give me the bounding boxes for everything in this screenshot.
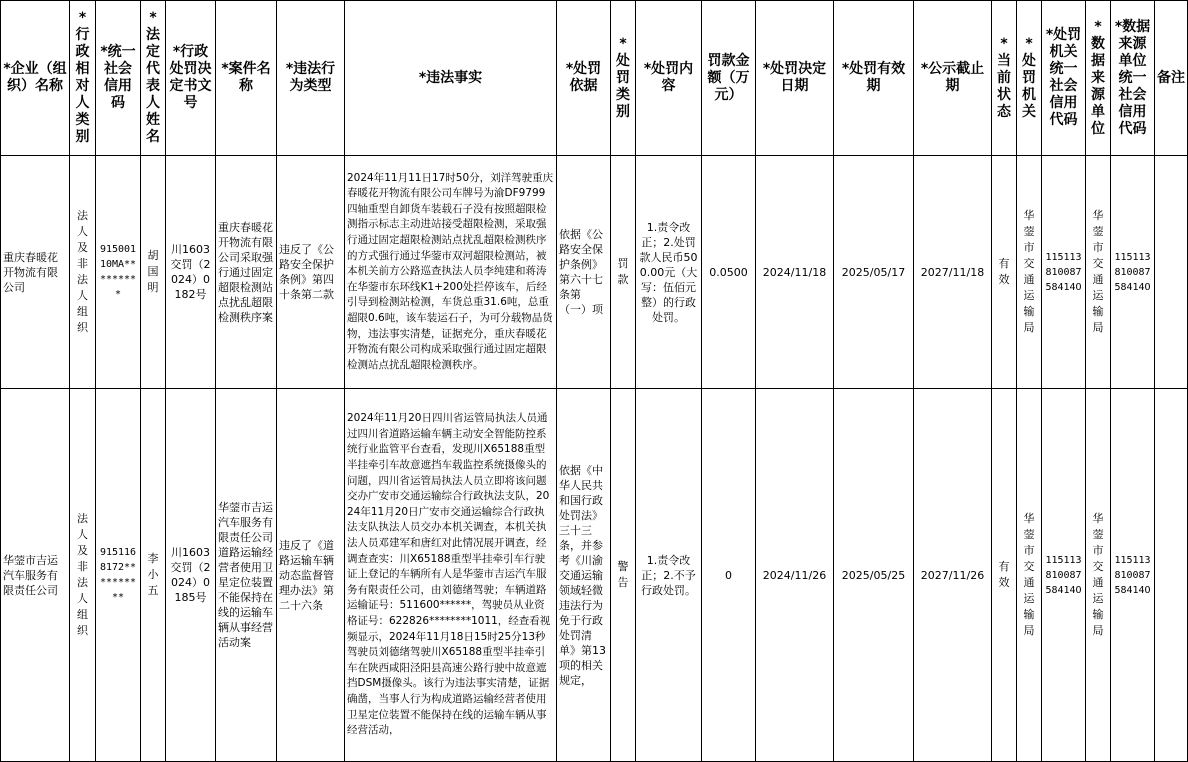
- header-row: [1, 1, 1188, 156]
- amount-cell: 0.0500: [702, 156, 756, 389]
- header-content: *处罚内容: [636, 1, 702, 156]
- header-category: *行政相对人类别: [70, 1, 96, 156]
- publish-until-cell: 2027/11/18: [914, 156, 992, 389]
- authority-cell: 华蓥市交通运输局: [1017, 156, 1042, 389]
- penalty-type-cell: 罚款: [611, 156, 636, 389]
- company-cell: 重庆春暖花开物流有限公司: [1, 156, 70, 389]
- source-cell: 华蓥市交通运输局: [1086, 156, 1111, 389]
- decision-date-cell: 2024/11/18: [756, 156, 834, 389]
- remark-cell: [1155, 156, 1188, 389]
- decision-date-cell: 2024/11/26: [756, 389, 834, 762]
- basis-cell: 依据《中华人民共和国行政处罚法》三十三条，并参考《川渝交通运输领域轻微违法行为免于行政处罚清单》第13项的相关规定，: [557, 389, 611, 762]
- violation-type-cell: 违反了《公路安全保护条例》第四十条第二款: [277, 156, 345, 389]
- header-decision-date: *处罚决定日期: [756, 1, 834, 156]
- doc-no-cell: 川1603交罚（2024）0185号: [166, 389, 216, 762]
- source-code-cell: 11511381008758414O: [1111, 156, 1155, 389]
- authority-code-cell: 11511381008758414O: [1042, 156, 1086, 389]
- violation-type-cell: 违反了《道路运输车辆动态监督管理办法》第二十六条: [277, 389, 345, 762]
- case-name-cell: 华蓥市吉运汽车服务有限责任公司道路运输经营者使用卫星定位装置不能保持在线的运输车辆从事经营活动案: [216, 389, 277, 762]
- header-source-code: *数据来源单位统一社会信用代码: [1111, 1, 1155, 156]
- company-cell: 华蓥市吉运汽车服务有限责任公司: [1, 389, 70, 762]
- valid-until-cell: 2025/05/25: [834, 389, 914, 762]
- source-cell: 华蓥市交通运输局: [1086, 389, 1111, 762]
- status-cell: 有效: [992, 389, 1017, 762]
- content-cell: 1.责令改正；2.不予行政处罚。: [636, 389, 702, 762]
- header-legal-rep: *法定代表人姓名: [141, 1, 166, 156]
- authority-code-cell: 11511381008758414O: [1042, 389, 1086, 762]
- header-authority-code: *处罚机关统一社会信用代码: [1042, 1, 1086, 156]
- source-code-cell: 11511381008758414O: [1111, 389, 1155, 762]
- publish-until-cell: 2027/11/26: [914, 389, 992, 762]
- header-doc-no: *行政处罚决定书文号: [166, 1, 216, 156]
- header-basis: *处罚依据: [557, 1, 611, 156]
- header-credit-code: *统一社会信用码: [96, 1, 141, 156]
- header-status: *当前状态: [992, 1, 1017, 156]
- case-name-cell: 重庆春暖花开物流有限公司采取强行通过固定超限检测站点扰乱超限检测秩序案: [216, 156, 277, 389]
- header-company: *企业（组织）名称: [1, 1, 70, 156]
- remark-cell: [1155, 389, 1188, 762]
- credit-code-cell: 91500110MA*********: [96, 156, 141, 389]
- header-case-name: *案件名称: [216, 1, 277, 156]
- facts-cell: 2024年11月11日17时50分，刘洋驾驶重庆春暖花开物流有限公司车牌号为渝DF9799四轴重型自卸货车装载石子没有按照超限检测指示标志主动进站接受超限检测，采取强行通过固定超限检测站点扰乱超限检测秩序的方式强行通过华蓥市双河超限检测站，被本机关前方公路巡查执法人员李纯建和蒋涛在华蓥市东环线K1+200处拦停该车，后经引导到检测站检测，车货总重31.6吨，总重超限0.6吨，该车装运石子，为可分载物品货物，违法事实清楚，证据充分，重庆春暖花开物流有限公司构成采取强行通过固定超限检测站点扰乱超限检测秩序。: [345, 156, 557, 389]
- doc-no-cell: 川1603交罚（2024）0182号: [166, 156, 216, 389]
- header-valid-until: *处罚有效期: [834, 1, 914, 156]
- valid-until-cell: 2025/05/17: [834, 156, 914, 389]
- authority-cell: 华蓥市交通运输局: [1017, 389, 1042, 762]
- header-remark: 备注: [1155, 1, 1188, 156]
- content-cell: 1.责令改正；2.处罚款人民币500.00元（大写：伍佰元整）的行政处罚。: [636, 156, 702, 389]
- category-cell: 法人及非法人组织: [70, 156, 96, 389]
- category-cell: 法人及非法人组织: [70, 389, 96, 762]
- penalty-type-cell: 警告: [611, 389, 636, 762]
- legal-rep-cell: 胡国明: [141, 156, 166, 389]
- header-penalty-type: *处罚类别: [611, 1, 636, 156]
- legal-rep-cell: 李小五: [141, 389, 166, 762]
- status-cell: 有效: [992, 156, 1017, 389]
- credit-code-cell: 9151168172**********: [96, 389, 141, 762]
- header-publish-until: *公示截止期: [914, 1, 992, 156]
- amount-cell: 0: [702, 389, 756, 762]
- table-row: [1, 389, 1188, 762]
- basis-cell: 依据《公路安全保护条例》第六十七条第（一）项: [557, 156, 611, 389]
- header-amount: 罚款金额（万元）: [702, 1, 756, 156]
- header-source: *数据来源单位: [1086, 1, 1111, 156]
- header-facts: *违法事实: [345, 1, 557, 156]
- header-violation-type: *违法行为类型: [277, 1, 345, 156]
- table-row: [1, 156, 1188, 389]
- header-authority: *处罚机关: [1017, 1, 1042, 156]
- facts-cell: 2024年11月20日四川省运管局执法人员通过四川省道路运输车辆主动安全智能防控系统行业监管平台查看，发现川X65188重型半挂牵引车故意遮挡车载监控系统摄像头的问题，四川省运管局执法人员立即将该问题交办广安市交通运输综合行政执法支队，2024年11月20日广安市交通运输综合行政执法支队执法人员交办本机关调查，本机关执法人员邓建军和唐红对此情况展开调查，经调查查实：川X65188重型半挂牵引车行驶证上登记的车辆所有人是华蓥市吉运汽车服务有限责任公司，由刘德绪驾驶；车辆道路运输证号：511600******，驾驶员从业资格证号：622826********1011，经查看视频显示，2024年11月18日15时25分13秒驾驶员刘德绪驾驶川X65188重型半挂牵引车在陕西咸阳泾阳县高速公路行驶中故意遮挡DSM摄像头。该行为违法事实清楚，证据确凿，当事人行为构成道路运输经营者使用卫星定位装置不能保持在线的运输车辆从事经营活动，: [345, 389, 557, 762]
